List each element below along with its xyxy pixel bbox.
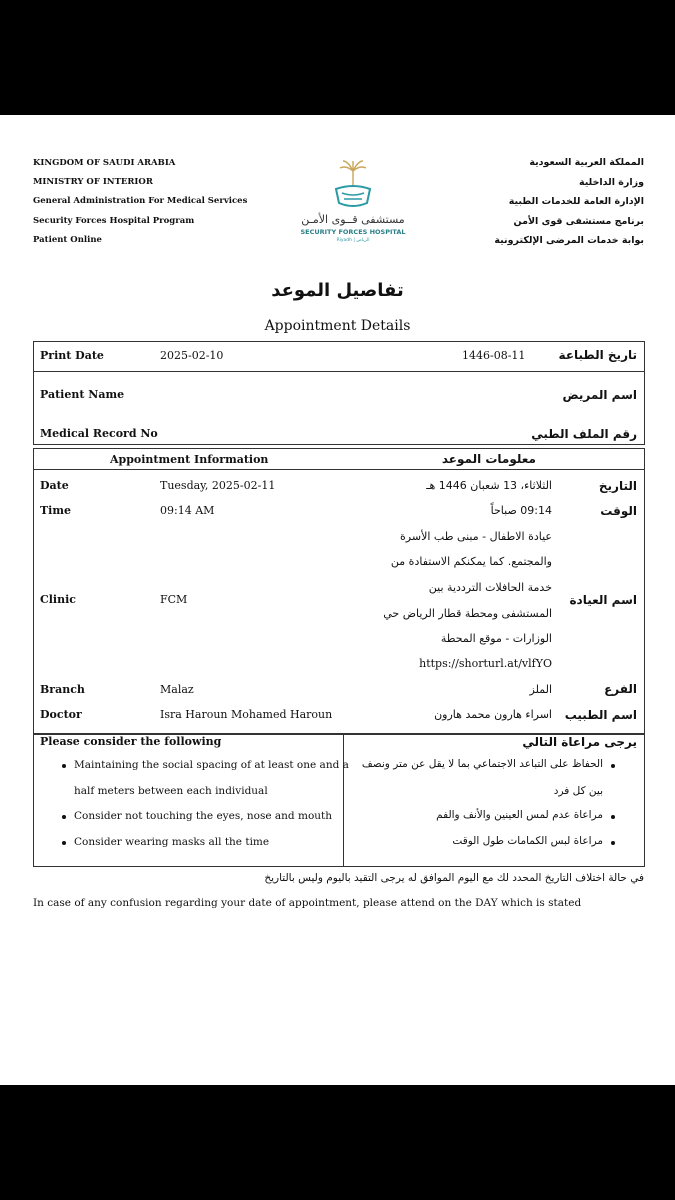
redacted-patient-name bbox=[160, 373, 315, 383]
clinic-description-line: المستشفى ومحطة قطار الرياض حي bbox=[383, 607, 552, 620]
header-en-line-4: Security Forces Hospital Program bbox=[33, 216, 195, 226]
print-date-hijri: 1446-08-11 bbox=[462, 349, 526, 362]
header-en-line-1: KINGDOM OF SAUDI ARABIA bbox=[33, 158, 176, 168]
divider bbox=[343, 733, 344, 867]
hospital-logo bbox=[296, 157, 410, 249]
branch-label-ar: الفرع bbox=[604, 682, 637, 696]
consider-item-en: Consider not touching the eyes, nose and mouth bbox=[74, 810, 333, 822]
logo-arabic-name: مستشفى قــوى الأمـن bbox=[301, 213, 405, 226]
date-label-ar: التاريخ bbox=[598, 479, 637, 493]
header-ar-line-4: برنامج مستشفى قوى الأمن bbox=[513, 216, 644, 227]
palm-emblem-icon bbox=[296, 157, 410, 217]
bullet-icon bbox=[611, 815, 615, 819]
station-link[interactable]: https://shorturl.at/vlfYO bbox=[419, 657, 552, 670]
bullet-icon bbox=[62, 764, 66, 768]
doctor-label: Doctor bbox=[40, 708, 82, 721]
consider-title-ar: يرجى مراعاة التالي bbox=[522, 735, 637, 749]
print-date-label-ar: تاريخ الطباعة bbox=[558, 348, 637, 362]
bullet-icon bbox=[611, 841, 615, 845]
header-en-line-5: Patient Online bbox=[33, 235, 102, 245]
consider-item-en: Consider wearing masks all the time bbox=[74, 836, 270, 848]
time-value: 09:14 AM bbox=[160, 504, 215, 517]
appointment-section-title: Appointment Information bbox=[110, 453, 269, 466]
header-ar-line-1: المملكة العربية السعودية bbox=[529, 157, 644, 168]
appointment-section-title-ar: معلومات الموعد bbox=[441, 452, 536, 466]
date-label: Date bbox=[40, 479, 69, 492]
footer-note-ar: في حالة اختلاف التاريخ المحدد لك مع اليوم الموافق له يرجى التقيد باليوم وليس بالتاريخ bbox=[264, 872, 644, 884]
clinic-description-line: عيادة الاطفال - مبنى طب الأسرة bbox=[400, 530, 552, 543]
consider-item-ar: الحفاظ على التباعد الاجتماعي بما لا يقل عن متر ونصف bbox=[361, 758, 603, 770]
clinic-description-line: خدمة الحافلات الترددية بين bbox=[428, 581, 552, 594]
time-label-ar: الوقت bbox=[600, 504, 637, 518]
doctor-label-ar: اسم الطبيب bbox=[564, 708, 637, 722]
patient-name-label: Patient Name bbox=[40, 388, 125, 401]
print-date-label: Print Date bbox=[40, 349, 104, 362]
logo-english-name: SECURITY FORCES HOSPITAL bbox=[300, 228, 406, 236]
divider bbox=[33, 371, 645, 372]
consider-item-ar: مراعاة لبس الكمامات طول الوقت bbox=[452, 835, 603, 847]
title-arabic: تفاصيل الموعد bbox=[271, 280, 404, 301]
consider-item-en: Maintaining the social spacing of at least one and a bbox=[74, 759, 349, 771]
header-en-line-2: MINISTRY OF INTERIOR bbox=[33, 177, 153, 187]
branch-value-ar: الملز bbox=[529, 683, 552, 696]
title-english: Appointment Details bbox=[264, 318, 411, 334]
bullet-icon bbox=[62, 841, 66, 845]
print-date-value: 2025-02-10 bbox=[160, 349, 224, 362]
divider bbox=[33, 469, 645, 470]
header-ar-line-3: الإدارة العامة للخدمات الطبية bbox=[508, 196, 644, 207]
consider-title: Please consider the following bbox=[40, 735, 222, 748]
consider-item-ar: بين كل فرد bbox=[553, 785, 603, 797]
clinic-label: Clinic bbox=[40, 593, 76, 606]
header-ar-line-5: بوابة خدمات المرضى الإلكترونية bbox=[494, 235, 644, 246]
doctor-value-ar: اسراء هارون محمد هارون bbox=[434, 708, 552, 721]
branch-label: Branch bbox=[40, 683, 85, 696]
medical-record-label: Medical Record No bbox=[40, 427, 158, 440]
clinic-label-ar: اسم العيادة bbox=[569, 593, 637, 607]
date-value: Tuesday, 2025-02-11 bbox=[160, 479, 276, 492]
document-page bbox=[0, 115, 675, 1085]
consider-item-en: half meters between each individual bbox=[74, 785, 268, 797]
consider-item-ar: مراعاة عدم لمس العينين والأنف والفم bbox=[436, 809, 603, 821]
time-value-ar: 09:14 صباحاً bbox=[490, 504, 552, 517]
clinic-value: FCM bbox=[160, 593, 188, 606]
branch-value: Malaz bbox=[160, 683, 194, 696]
time-label: Time bbox=[40, 504, 72, 517]
medical-record-label-ar: رقم الملف الطبي bbox=[531, 427, 637, 441]
logo-location: Riyadh | الرياض bbox=[336, 238, 370, 243]
bullet-icon bbox=[62, 815, 66, 819]
bullet-icon bbox=[611, 764, 615, 768]
appointment-info-box bbox=[33, 448, 645, 735]
clinic-description-line: الوزارات - موقع المحطة bbox=[440, 632, 552, 645]
doctor-value: Isra Haroun Mohamed Haroun bbox=[160, 708, 333, 721]
patient-name-label-ar: اسم المريض bbox=[562, 388, 637, 402]
header-ar-line-2: وزارة الداخلية bbox=[579, 177, 644, 188]
date-value-ar: الثلاثاء، 13 شعبان 1446 هـ bbox=[426, 479, 552, 492]
clinic-description-line: والمجتمع. كما يمكنكم الاستفادة من bbox=[390, 555, 552, 568]
footer-note-en: In case of any confusion regarding your date of appointment, please attend on the DAY which is stated bbox=[33, 897, 582, 909]
header-en-line-3: General Administration For Medical Services bbox=[33, 196, 248, 206]
